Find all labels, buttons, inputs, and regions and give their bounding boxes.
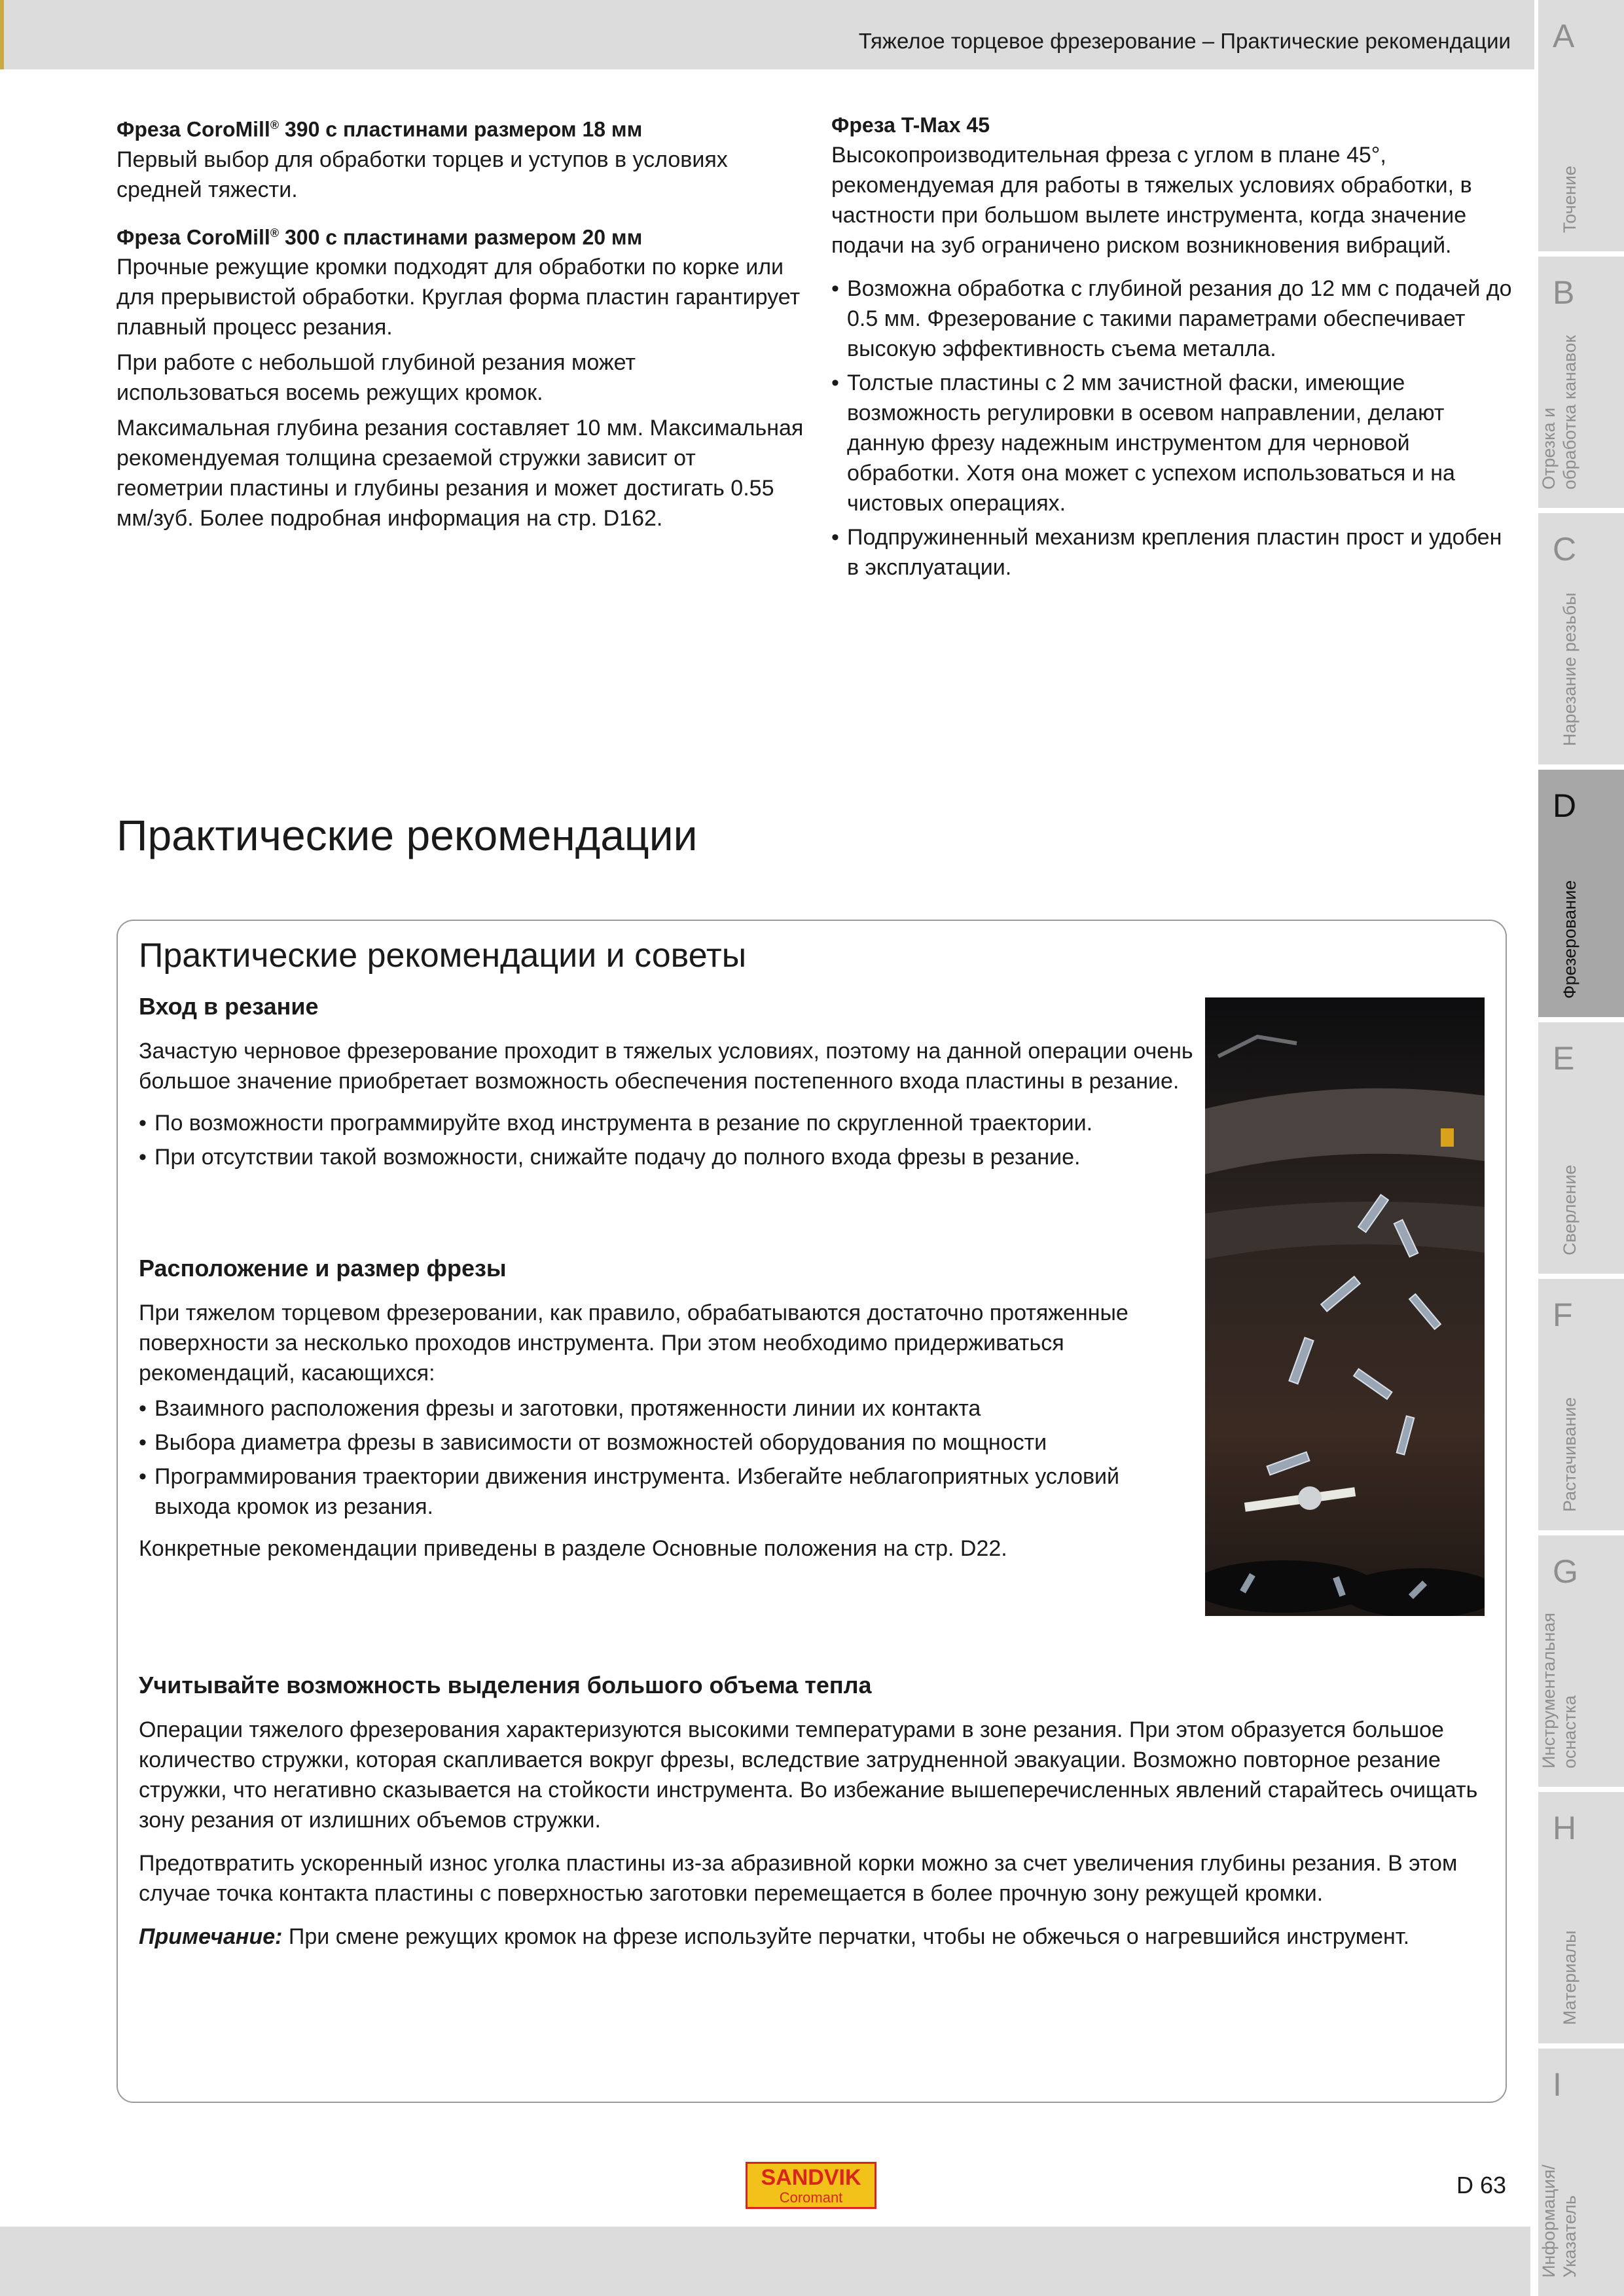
- tmax45-text: Высокопроизводительная фреза с углом в плане 45°, рекомендуемая для работы в тяжелых условиях обработки, в частности при большом вылете инструмента, когда значение подачи на зуб ограничено риском возникновения вибраций.: [831, 143, 1472, 258]
- tab-label-line: оснастка: [1560, 1695, 1579, 1768]
- tab-letter: H: [1553, 1810, 1577, 1846]
- position-closing: Конкретные рекомендации приведены в разделе Основные положения на стр. D22.: [139, 1536, 1007, 1561]
- entry-bullets: [139, 1108, 1199, 1172]
- list-item: • Возможна обработка с глубиной резания до 12 мм с подачей до 0.5 мм. Фрезерование с такими параметрами обеспечивает высокую эффективность съема металла.: [831, 274, 1512, 364]
- entry-section: [139, 992, 1199, 1176]
- tab-g[interactable]: [1538, 1535, 1624, 1787]
- tab-label-line: Информация/: [1539, 2164, 1559, 2278]
- tab-letter: A: [1553, 18, 1575, 54]
- right-column: [831, 110, 1512, 586]
- coromill-390-text: Первый выбор для обработки торцев и уступов в условиях средней тяжести.: [117, 147, 728, 202]
- registered-mark: ®: [270, 118, 280, 132]
- tab-letter: C: [1553, 531, 1577, 567]
- page-number: D 63: [1456, 2172, 1506, 2198]
- list-item: • Взаимного расположения фрезы и заготовки, протяженности линии их контакта: [139, 1393, 1199, 1424]
- side-tabs: [1538, 0, 1624, 2296]
- tab-label-line: Инструментальная: [1539, 1612, 1559, 1768]
- heat-text: Операции тяжелого фрезерования характеризуются высокими температурами в зоне резания. При этом образуется большое количество стружки, которая скапливается вокруг фрезы, вследствие затрудненной эвакуации. Возможно повторное резание стружки, что негативно сказывается на стойкости инструмента. Во избежание вышеперечисленных явлений старайтесь очищать зону резания от излишних объемов стружки.: [139, 1717, 1478, 1833]
- header-bar: [0, 0, 1534, 69]
- tmax45-bullets: [831, 274, 1512, 583]
- tab-label: Фрезерование: [1560, 880, 1579, 999]
- position-heading: Расположение и размер фрезы: [139, 1255, 507, 1282]
- tab-h[interactable]: [1538, 1792, 1624, 2043]
- tab-label: [1538, 335, 1580, 490]
- footer-bar: [0, 2227, 1530, 2296]
- position-section: [139, 1253, 1199, 1569]
- heading-text: Фреза CoroMill: [117, 117, 270, 141]
- tab-label: Сверление: [1560, 1164, 1579, 1255]
- note-text: При смене режущих кромок на фрезе используйте перчатки, чтобы не обжечься о нагревшийся инструмент.: [282, 1924, 1410, 1949]
- tab-label: Точение: [1560, 166, 1579, 233]
- tab-label-line: Отрезка и: [1539, 407, 1559, 490]
- tab-b[interactable]: [1538, 257, 1624, 508]
- list-item: • При отсутствии такой возможности, снижайте подачу до полного входа фрезы в резание.: [139, 1142, 1199, 1172]
- coromill-300-text: Прочные режущие кромки подходят для обработки по корке или для прерывистой обработки. Круглая форма пластин гарантирует плавный процесс резания.: [117, 255, 801, 340]
- tab-i[interactable]: [1538, 2049, 1624, 2296]
- tab-d[interactable]: [1538, 770, 1624, 1017]
- tab-label: [1538, 2164, 1580, 2278]
- note-label: Примечание:: [139, 1924, 283, 1949]
- heat-heading: Учитывайте возможность выделения большого объема тепла: [139, 1672, 872, 1698]
- tab-label: [1538, 1613, 1580, 1768]
- tmax45-heading: Фреза T-Max 45: [831, 113, 990, 137]
- tab-label: Материалы: [1560, 1930, 1579, 2025]
- heading-text: 300 с пластинами размером 20 мм: [279, 225, 643, 249]
- note: [139, 1922, 1487, 1952]
- logo-sub-text: Coromant: [779, 2189, 843, 2206]
- entry-heading: Вход в резание: [139, 993, 319, 1020]
- tab-letter: F: [1553, 1297, 1573, 1333]
- logo-main-text: SANDVIK: [761, 2165, 861, 2190]
- entry-text: Зачастую черновое фрезерование проходит в тяжелых условиях, поэтому на данной операции очень большое значение приобретает возможность обеспечения постепенного входа пластины в резание.: [139, 1039, 1193, 1094]
- position-bullets: [139, 1393, 1199, 1522]
- left-column: [117, 110, 804, 539]
- tab-letter: E: [1553, 1040, 1575, 1077]
- tab-letter: D: [1553, 787, 1577, 824]
- heat-section: [139, 1670, 1487, 1957]
- header-title: Тяжелое торцевое фрезерование – Практические рекомендации: [858, 29, 1511, 53]
- tab-label-line: обработка канавок: [1560, 335, 1579, 490]
- coromill-300-text: При работе с небольшой глубиной резания может использоваться восемь режущих кромок.: [117, 350, 636, 406]
- tab-label: Нарезание резьбы: [1560, 592, 1579, 746]
- tab-letter: I: [1553, 2066, 1562, 2103]
- tips-box-title: Практические рекомендации и советы: [139, 937, 747, 975]
- heading-text: 390 с пластинами размером 18 мм: [279, 117, 643, 141]
- heading-text: Фреза CoroMill: [117, 225, 270, 249]
- list-item: • Подпружиненный механизм крепления пластин прост и удобен в эксплуатации.: [831, 522, 1512, 583]
- heat-text: Предотвратить ускоренный износ уголка пластины из-за абразивной корки можно за счет увеличения глубины резания. В этом случае точка контакта пластины с поверхностью заготовки перемещается в более прочную зону режущей кромки.: [139, 1851, 1458, 1906]
- coromill-300-heading: [117, 218, 804, 253]
- position-text: При тяжелом торцевом фрезеровании, как правило, обрабатываются достаточно протяженные поверхности за несколько проходов инструмента. При этом необходимо придерживаться рекомендаций, касающихся:: [139, 1300, 1128, 1386]
- tab-letter: G: [1553, 1553, 1578, 1590]
- registered-mark: ®: [270, 226, 280, 240]
- list-item: • Выбора диаметра фрезы в зависимости от возможностей оборудования по мощности: [139, 1427, 1199, 1458]
- coromill-390-heading: [117, 110, 804, 145]
- tab-e[interactable]: [1538, 1022, 1624, 1274]
- tab-label-line: Указатель: [1560, 2195, 1579, 2278]
- tab-letter: B: [1553, 274, 1575, 311]
- tab-label: Растачивание: [1560, 1397, 1579, 1512]
- coromill-300-text: Максимальная глубина резания составляет 10 мм. Максимальная рекомендуемая толщина срезаемой стружки зависит от геометрии пластины и глубины резания и может достигать 0.55 мм/зуб. Более подробная информация на стр. D162.: [117, 416, 804, 531]
- tab-c[interactable]: [1538, 513, 1624, 764]
- list-item: • По возможности программируйте вход инструмента в резание по скругленной траектории.: [139, 1108, 1199, 1138]
- tab-f[interactable]: [1538, 1279, 1624, 1530]
- milling-photo-image: [1205, 997, 1485, 1616]
- list-item: • Толстые пластины с 2 мм зачистной фаски, имеющие возможность регулировки в осевом направлении, делают данную фрезу надежным инструментом для черновой обработки. Хотя она может с успехом использоваться и на чистовых операциях.: [831, 368, 1512, 518]
- list-item: • Программирования траектории движения инструмента. Избегайте неблагоприятных условий выхода кромок из резания.: [139, 1462, 1199, 1522]
- section-title: Практические рекомендации: [117, 811, 698, 859]
- sandvik-coromant-logo: [746, 2162, 876, 2209]
- tab-a[interactable]: [1538, 0, 1624, 251]
- milling-photo: [1205, 997, 1485, 1616]
